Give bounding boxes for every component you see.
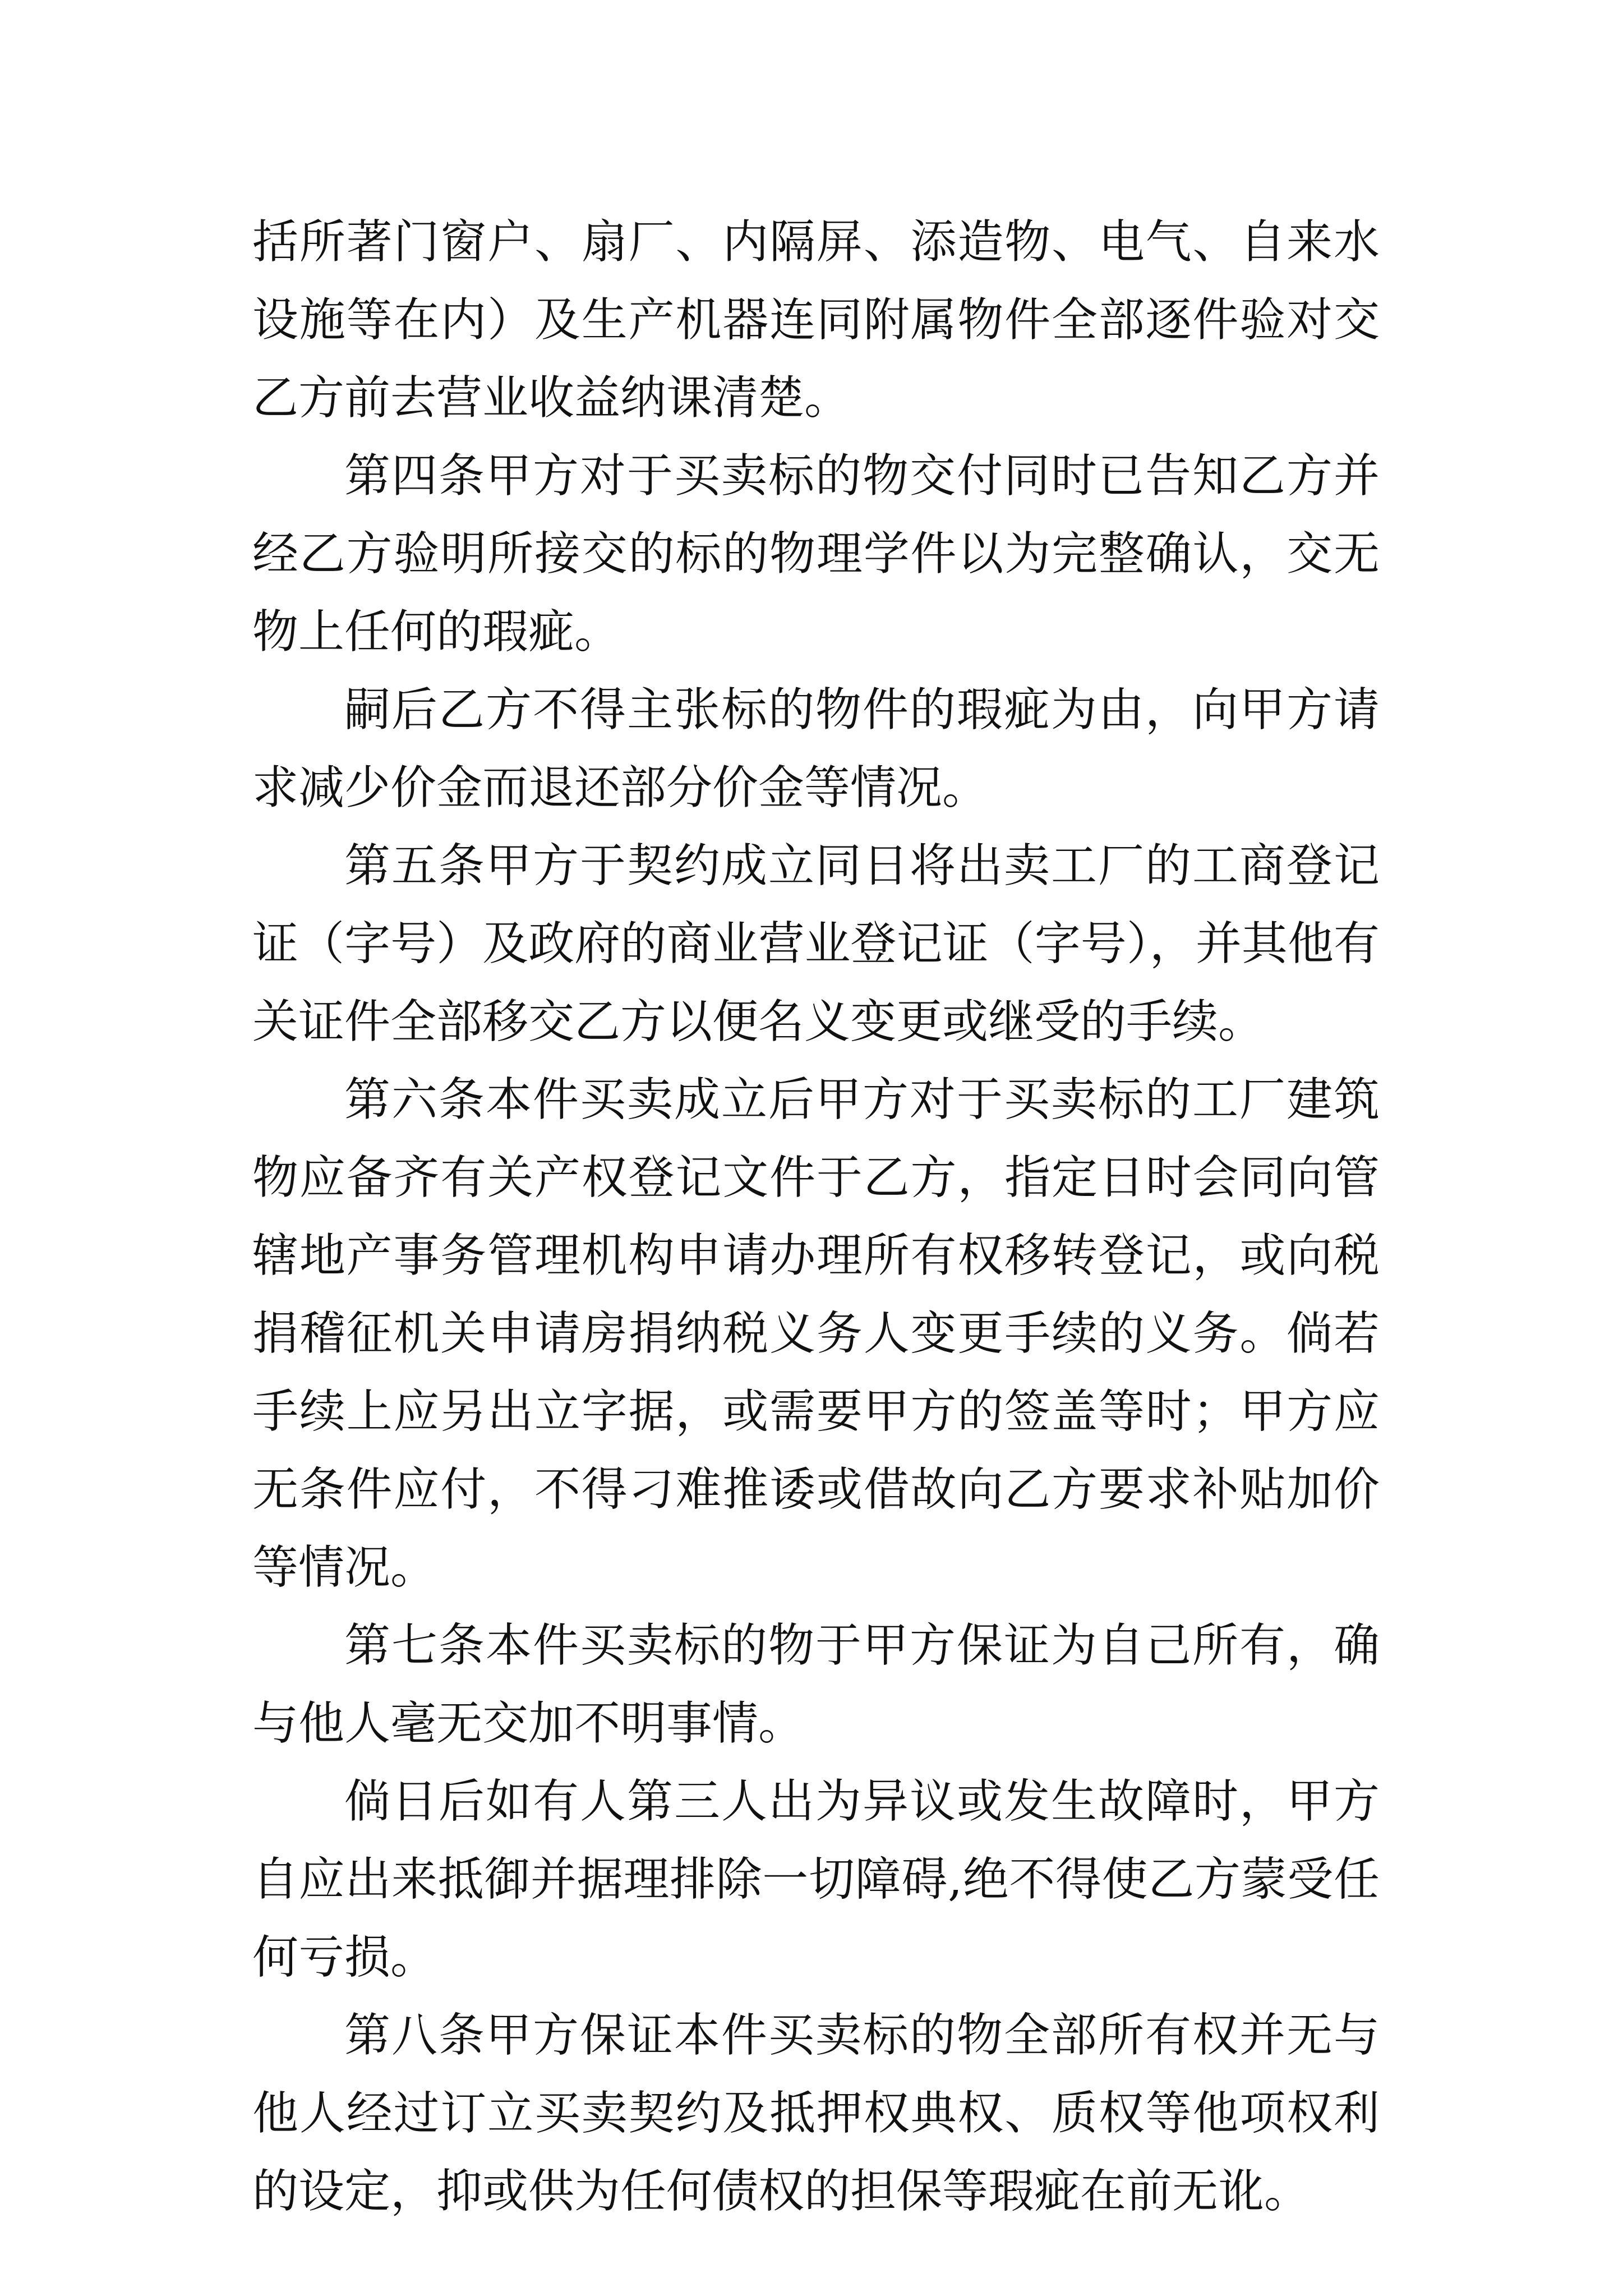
document-body (252, 203, 1380, 2230)
paragraph-article-8: 第八条甲方保证本件买卖标的物全部所有权并无与他人经过订立买卖契约及抵押权典权、质权等他项权利的设定，抑或供为任何债权的担保等瑕疵在前无讹。 (252, 2009, 1380, 2218)
paragraph-article-5: 第五条甲方于契约成立同日将出卖工厂的工商登记证（字号）及政府的商业营业登记证（字号），并其他有关证件全部移交乙方以便名义变更或继受的手续。 (252, 839, 1380, 1048)
paragraph-article-6: 第六条本件买卖成立后甲方对于买卖标的工厂建筑物应备齐有关产权登记文件于乙方，指定日时会同向管辖地产事务管理机构申请办理所有权移转登记，或向税捐稽征机关申请房捐纳税义务人变更手续的义务。倘若手续上应另出立字据，或需要甲方的签盖等时；甲方应无条件应付，不得刁难推诿或借故向乙方要求补贴加价等情况。 (252, 1073, 1380, 1594)
paragraph-article-7: 第七条本件买卖标的物于甲方保证为自己所有，确与他人毫无交加不明事情。 (252, 1619, 1380, 1750)
paragraph-article-4: 第四条甲方对于买卖标的物交付同时已告知乙方并经乙方验明所接交的标的物理学件以为完整确认，交无物上任何的瑕疵。 (252, 449, 1380, 659)
paragraph-continuation: 括所著门窗户、扇厂、内隔屏、添造物、电气、自来水设施等在内）及生产机器连同附属物件全部逐件验对交乙方前去营业收益纳课清楚。 (252, 215, 1380, 425)
paragraph-article-4-followup: 嗣后乙方不得主张标的物件的瑕疵为由，向甲方请求减少价金而退还部分价金等情况。 (252, 683, 1380, 815)
paragraph-article-7-followup: 倘日后如有人第三人出为异议或发生故障时，甲方自应出来抵御并据理排除一切障碍,绝不得使乙方蒙受任何亏损。 (252, 1775, 1380, 1984)
